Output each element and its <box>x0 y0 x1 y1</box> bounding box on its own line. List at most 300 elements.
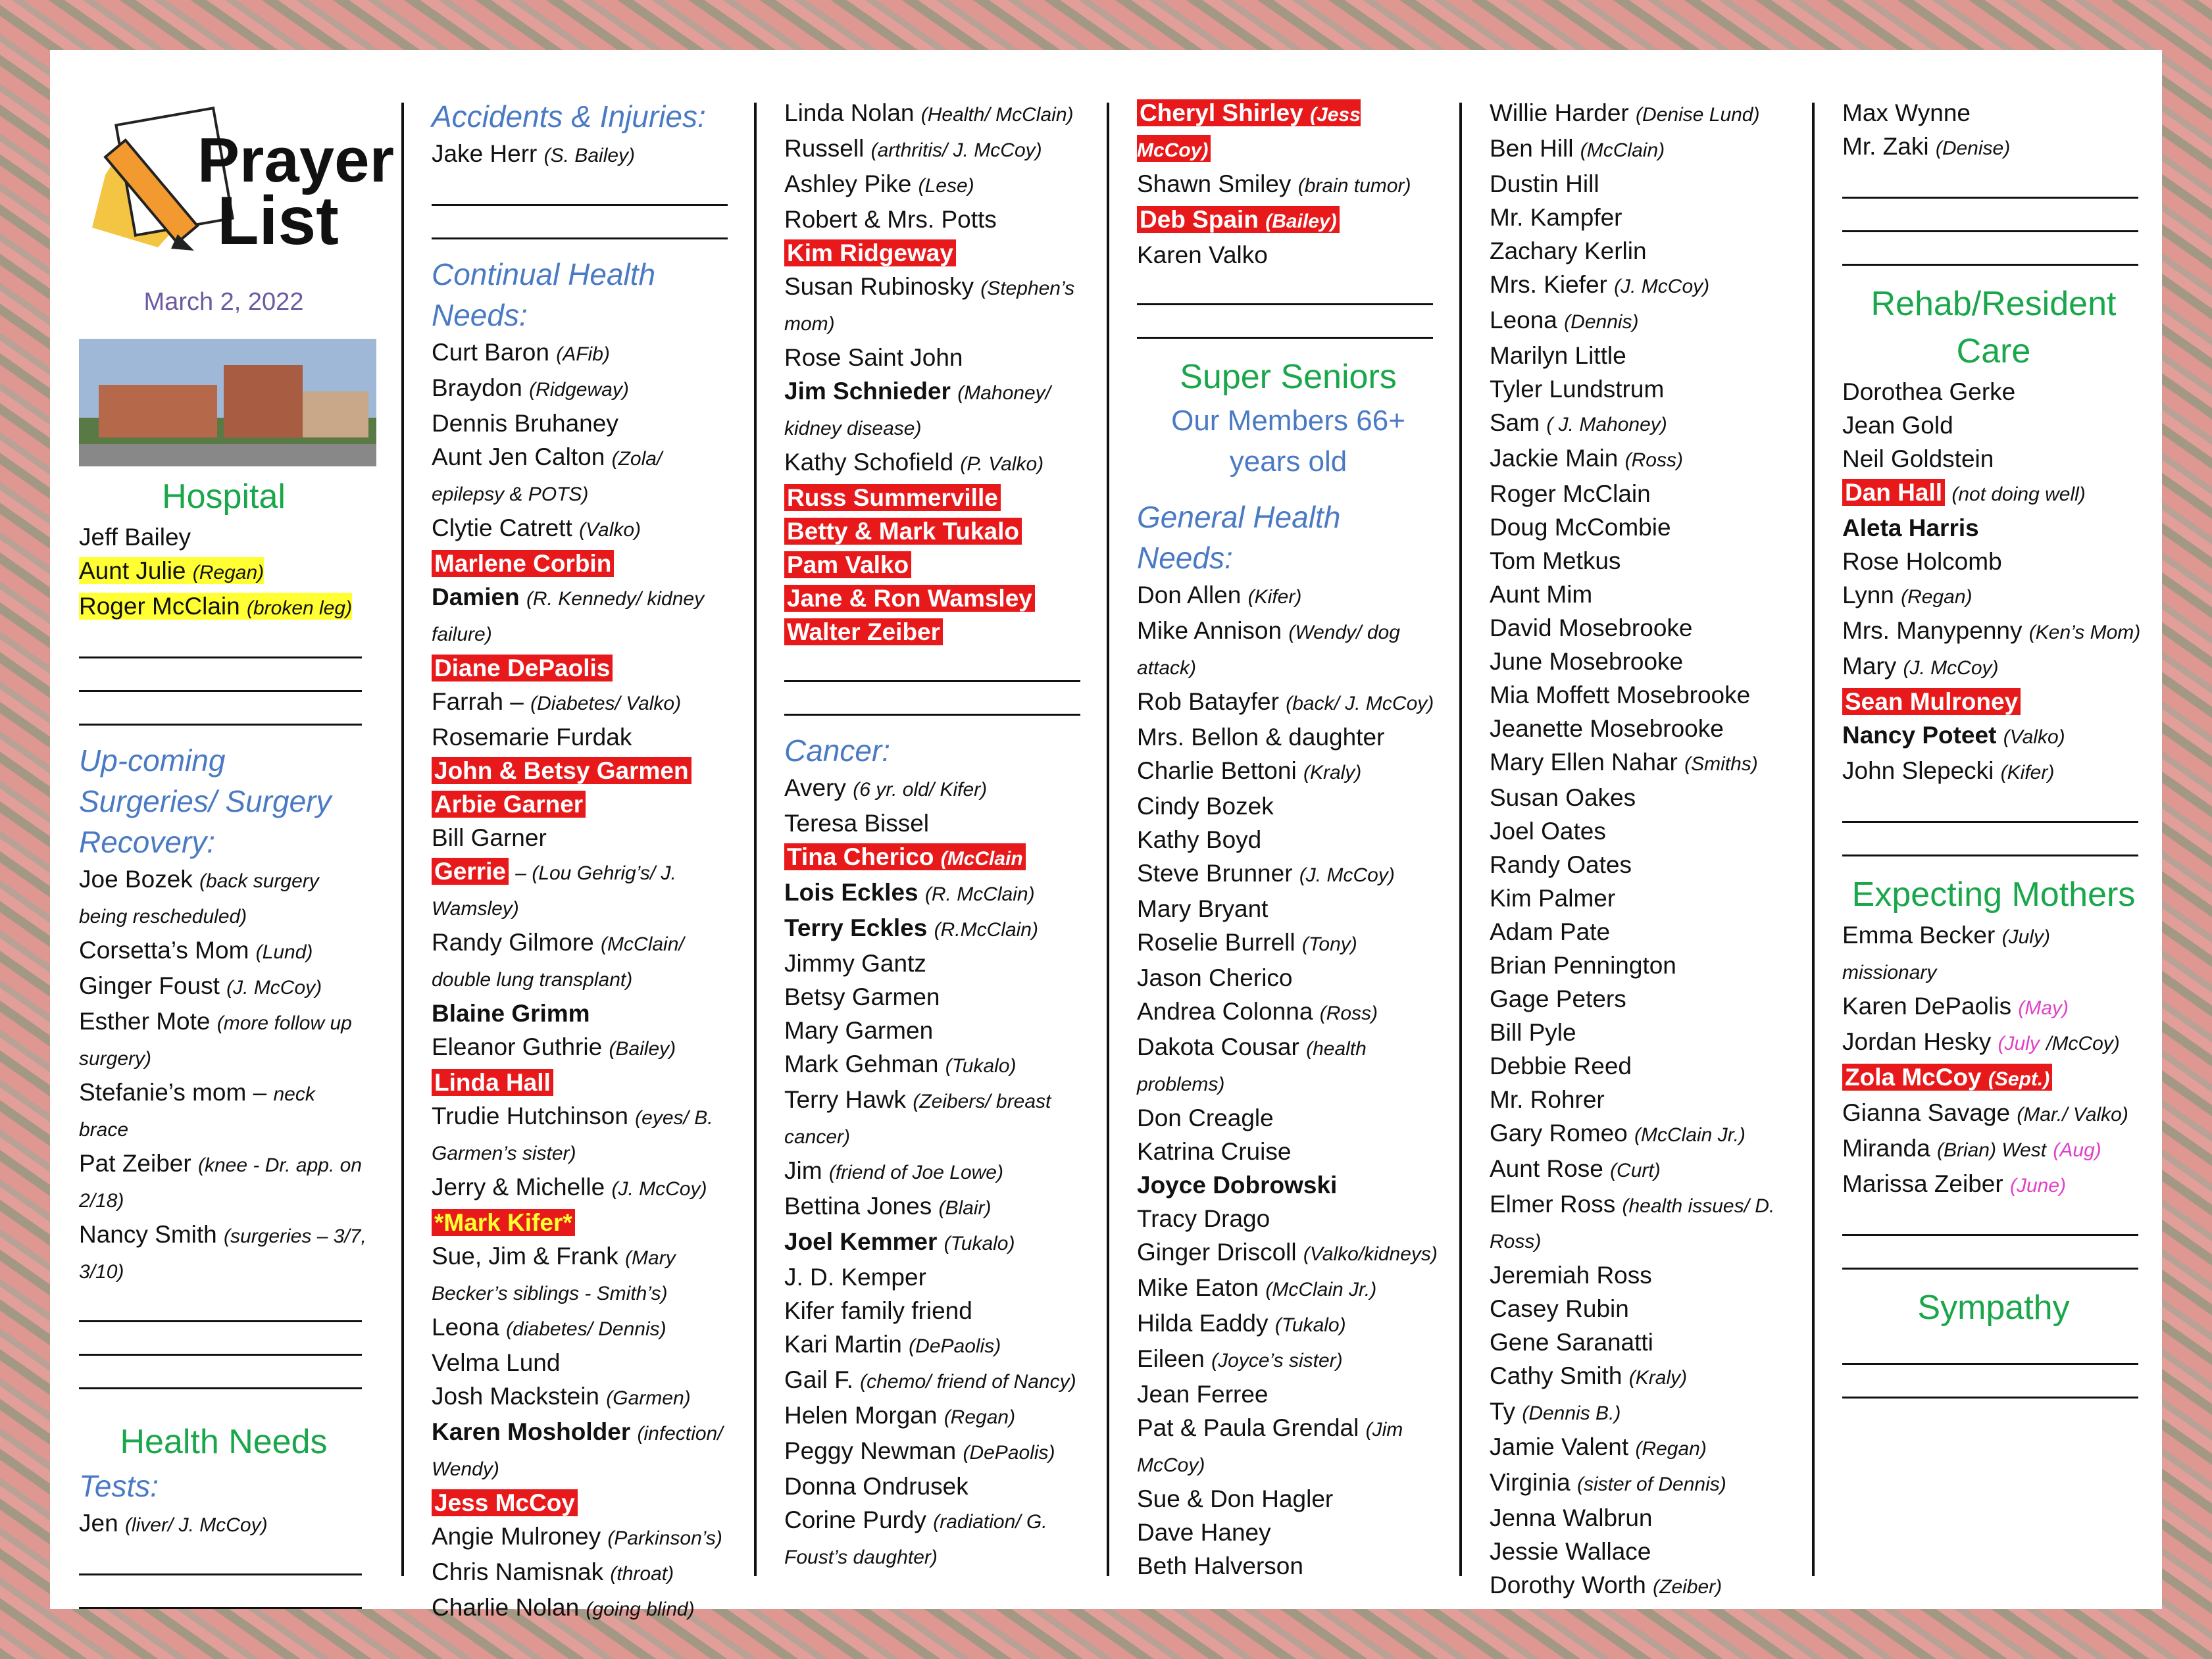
list-item <box>432 371 734 407</box>
person-name: Russ Summerville <box>787 484 998 511</box>
general-more2-list <box>1842 96 2145 165</box>
person-note: (Dennis B.) <box>1522 1402 1621 1424</box>
hospital-photo <box>79 339 376 466</box>
list-item <box>1842 1096 2145 1131</box>
list-item <box>1490 477 1792 510</box>
person-note: (sister of Dennis) <box>1577 1473 1726 1495</box>
person-name: Elmer Ross <box>1490 1191 1616 1218</box>
person-name: Pat Zeiber <box>79 1150 191 1177</box>
logo-word-list: List <box>217 183 339 259</box>
list-item <box>1137 856 1440 892</box>
list-item <box>1490 1258 1792 1292</box>
list-item <box>1842 754 2145 789</box>
list-item <box>1490 611 1792 645</box>
list-item <box>1137 1411 1440 1482</box>
blank-line <box>79 625 362 658</box>
person-note: – (Lou Gehrig’s/ J. Wamsley) <box>432 862 676 920</box>
highlighted-name <box>784 518 1022 545</box>
continual-heading: Continual Health Needs: <box>432 257 656 332</box>
person-name: Tyler Lundstrum <box>1490 376 1665 403</box>
list-item <box>1490 1466 1792 1501</box>
expecting-list <box>1842 918 2145 1202</box>
list-item <box>1137 926 1440 961</box>
person-name: Doug McCombie <box>1490 514 1671 541</box>
highlighted-name: Dan Hall <box>1842 479 1945 506</box>
list-item <box>1490 201 1792 234</box>
person-name: Ben Hill <box>1490 135 1574 162</box>
person-note: (Kifer) <box>2000 762 2055 783</box>
list-item <box>1490 234 1792 268</box>
person-note: (Regan) <box>1901 586 1973 608</box>
person-note: (arthritis/ J. McCoy) <box>870 139 1042 161</box>
person-note: (McClain Jr.) <box>1265 1279 1377 1300</box>
column-4 <box>1137 96 1440 1579</box>
tests-heading: Tests: <box>79 1469 159 1503</box>
person-name: Jeff Bailey <box>79 524 191 551</box>
prayer-list-page <box>50 50 2162 1621</box>
person-note: (Tukalo) <box>1274 1314 1346 1336</box>
highlighted-name <box>432 1069 553 1096</box>
accidents-heading: Accidents & Injuries: <box>432 99 706 134</box>
person-note: (Valko) <box>579 519 641 541</box>
person-name: Damien <box>432 583 520 610</box>
person-note: (Kifer) <box>1247 586 1302 608</box>
list-item <box>1490 406 1792 441</box>
list-item <box>432 1066 734 1099</box>
list-item <box>432 137 734 172</box>
person-note: (back surgery being rescheduled) <box>79 870 319 928</box>
list-item <box>1137 1101 1440 1135</box>
list-item <box>432 1591 734 1626</box>
person-name: Gerrie <box>434 858 507 885</box>
general-more-list <box>1490 96 1792 1604</box>
person-note: (Garmen) <box>606 1387 691 1409</box>
list-item <box>1490 96 1792 132</box>
person-name: Jake Herr <box>432 140 538 167</box>
person-name: Bettina Jones <box>784 1193 932 1220</box>
list-item <box>1490 1083 1792 1116</box>
person-name: Mike Eaton <box>1137 1274 1259 1301</box>
person-name: Joyce Dobrowski <box>1137 1172 1338 1199</box>
person-name: Joe Bozek <box>79 866 193 893</box>
list-item <box>1842 130 2145 165</box>
person-note: (Bailey) <box>609 1038 676 1060</box>
person-note: (J. McCoy) <box>226 977 322 999</box>
person-name: John & Betsy Garmen <box>434 757 689 784</box>
logo-word-prayer: Prayer <box>197 125 394 195</box>
person-name: Ginger Driscoll <box>1137 1239 1297 1266</box>
blank-line <box>1842 1365 2138 1399</box>
person-name: Eleanor Guthrie <box>432 1033 603 1060</box>
person-name: Debbie Reed <box>1490 1052 1632 1079</box>
person-name: John Slepecki <box>1842 757 1994 784</box>
person-name: Kari Martin <box>784 1331 902 1358</box>
person-name: Gene Saranatti <box>1490 1329 1653 1356</box>
person-name: Karen Valko <box>1137 241 1268 268</box>
highlighted-name <box>432 757 691 784</box>
person-name: Shawn Smiley <box>1137 170 1292 197</box>
list-item <box>432 580 734 651</box>
highlighted-name <box>432 1489 578 1516</box>
list-item <box>1490 1292 1792 1325</box>
person-name: Casey Rubin <box>1490 1295 1629 1322</box>
list-item <box>1490 1430 1792 1466</box>
rehab-heading: Rehab/Resident Care <box>1871 285 2117 370</box>
person-note: (radiation/ G. Foust’s daughter) <box>784 1511 1047 1568</box>
list-item <box>1137 1168 1440 1202</box>
person-name: Tracy Drago <box>1137 1205 1270 1232</box>
person-name: Beth Halverson <box>1137 1552 1303 1579</box>
expecting-heading: Expecting Mothers <box>1851 876 2136 914</box>
person-name: Betty & Mark Tukalo <box>787 518 1019 545</box>
cancer-heading: Cancer: <box>784 733 891 768</box>
list-item <box>784 270 1087 341</box>
person-name: Mary Ellen Nahar <box>1490 749 1678 776</box>
list-item <box>1842 1060 2145 1096</box>
list-item <box>1490 814 1792 848</box>
person-note: (brain tumor) <box>1297 175 1411 197</box>
list-item <box>432 1170 734 1206</box>
list-item <box>1490 645 1792 678</box>
list-item <box>1842 476 2145 511</box>
person-note: (diabetes/ Dennis) <box>506 1318 666 1340</box>
list-item <box>432 407 734 440</box>
blank-line <box>1842 1202 2138 1236</box>
person-name: Miranda <box>1842 1135 1930 1162</box>
person-name: Donna Ondrusek <box>784 1473 968 1500</box>
continual-list <box>432 335 734 1626</box>
blank-line <box>79 1542 362 1575</box>
person-note: (Health/ McClain) <box>920 104 1074 126</box>
person-name: Jerry & Michelle <box>432 1174 605 1201</box>
person-name: Roger McClain <box>79 593 240 620</box>
highlighted-name <box>432 1209 575 1236</box>
person-note: (Parkinson’s) <box>607 1527 722 1549</box>
list-item <box>784 806 1087 840</box>
list-item <box>1137 961 1440 995</box>
list-item <box>784 132 1087 167</box>
list-item <box>1490 1152 1792 1187</box>
person-name: Rosemarie Furdak <box>432 724 632 751</box>
person-note: (Zola/ epilepsy & POTS) <box>432 448 663 505</box>
blank-line <box>784 682 1080 716</box>
person-name: Roselie Burrell <box>1137 929 1295 956</box>
person-name: Rose Holcomb <box>1842 548 2002 575</box>
list-item <box>784 1294 1087 1327</box>
list-item <box>1490 848 1792 881</box>
column-6 <box>1842 96 2145 1563</box>
person-note: (Joyce’s sister) <box>1211 1350 1343 1372</box>
list-item <box>432 1555 734 1591</box>
person-note: (6 yr. old/ Kifer) <box>853 779 988 801</box>
date-label: March 2, 2022 <box>143 288 304 316</box>
accidents-list <box>432 137 734 172</box>
list-item <box>432 440 734 511</box>
person-name: Ty <box>1490 1398 1516 1425</box>
list-item <box>784 236 1087 270</box>
person-note: (Mahoney/ kidney disease) <box>784 382 1051 439</box>
list-item <box>1490 1016 1792 1049</box>
list-item <box>1490 1116 1792 1152</box>
person-note: (S. Bailey) <box>543 145 636 166</box>
person-note: (Stephen’s mom) <box>784 278 1075 335</box>
person-name: Linda Nolan <box>784 99 915 126</box>
person-name: Hilda Eaddy <box>1137 1310 1269 1337</box>
person-name: Kifer family friend <box>784 1297 972 1324</box>
person-name: Angie Mulroney <box>432 1523 601 1550</box>
list-item <box>79 554 368 589</box>
person-name: Dennis Bruhaney <box>432 410 618 437</box>
list-item <box>784 1503 1087 1574</box>
blank-line <box>1842 1331 2138 1365</box>
list-item <box>1137 1549 1440 1583</box>
person-name: Roger McClain <box>1490 480 1651 507</box>
person-note: (Tukalo) <box>943 1233 1015 1254</box>
list-item <box>1842 578 2145 614</box>
person-note: (Valko) <box>2003 726 2065 748</box>
person-name: Deb Spain <box>1140 206 1259 233</box>
person-note: (health issues/ D. Ross) <box>1490 1195 1775 1252</box>
person-name: Dorothea Gerke <box>1842 378 2016 405</box>
column-divider <box>401 103 404 1576</box>
person-note: (Denise Lund) <box>1636 104 1760 126</box>
list-item <box>79 589 368 625</box>
column-1 <box>79 96 394 1563</box>
person-name: Pam Valko <box>787 551 909 578</box>
list-item <box>1137 754 1440 789</box>
person-name: Zachary Kerlin <box>1490 237 1647 264</box>
person-name: Peggy Newman <box>784 1437 957 1464</box>
person-note: (McClain) <box>1580 139 1665 161</box>
list-item <box>432 547 734 580</box>
person-note: (R.McClain) <box>934 919 1038 941</box>
person-note: (infection/ Wendy) <box>432 1423 723 1480</box>
person-name: Cheryl Shirley <box>1140 99 1303 126</box>
person-name: Randy Oates <box>1490 851 1632 878</box>
person-note-pink: (June) <box>2009 1175 2067 1197</box>
person-note: (J. McCoy) <box>1903 657 1999 679</box>
person-name: Betsy Garmen <box>784 983 940 1010</box>
person-name: Josh Mackstein <box>432 1383 599 1410</box>
person-name: Sue, Jim & Frank <box>432 1243 618 1270</box>
highlighted-name <box>79 557 264 584</box>
person-name: Susan Oakes <box>1490 784 1636 811</box>
person-note: (Kraly) <box>1628 1367 1688 1389</box>
person-name: Stefanie’s mom – <box>79 1079 274 1106</box>
list-item <box>784 1083 1087 1154</box>
person-name: Mrs. Bellon & daughter <box>1137 724 1385 751</box>
person-name: Jim Schnieder <box>784 378 951 405</box>
prayer-list-logo <box>79 96 394 267</box>
list-item <box>1490 1359 1792 1395</box>
person-name: Joel Kemmer <box>784 1228 938 1255</box>
list-item <box>1842 375 2145 409</box>
highlighted-name <box>1137 99 1361 162</box>
person-note: (going blind) <box>586 1598 695 1620</box>
person-note: (eyes/ B. Garmen’s sister) <box>432 1107 713 1164</box>
person-name: Jean Gold <box>1842 412 1953 439</box>
person-name: Mark Gehman <box>784 1051 939 1077</box>
person-note: (Jim McCoy) <box>1137 1419 1403 1476</box>
blank-line <box>1842 1236 2138 1270</box>
person-name: Terry Hawk <box>784 1086 907 1113</box>
person-name: Rob Batayfer <box>1137 688 1279 715</box>
highlighted-name <box>1137 206 1340 233</box>
person-name: Velma Lund <box>432 1349 561 1376</box>
person-name: Mary <box>1842 653 1897 680</box>
person-name: Gary Romeo <box>1490 1120 1628 1147</box>
list-item <box>432 926 734 997</box>
list-item <box>1490 372 1792 406</box>
list-item <box>79 933 368 969</box>
person-name: Kim Ridgeway <box>787 239 953 266</box>
list-item <box>1842 685 2145 718</box>
list-item <box>1490 441 1792 477</box>
person-name: Nancy Poteet <box>1842 722 1997 749</box>
person-name: Don Allen <box>1137 582 1242 608</box>
blank-line <box>79 1575 362 1609</box>
person-name: Emma Becker <box>1842 922 1996 949</box>
list-item <box>1490 1395 1792 1430</box>
column-5 <box>1490 96 1792 1598</box>
person-note: (J. McCoy) <box>1299 864 1395 886</box>
highlighted-name <box>432 791 586 818</box>
surgery-list <box>79 862 368 1289</box>
person-name: Jess McCoy <box>434 1489 575 1516</box>
list-item <box>1490 510 1792 544</box>
person-note: (Mar./ Valko) <box>2017 1104 2128 1126</box>
highlighted-name <box>432 858 509 885</box>
list-item <box>1842 96 2145 130</box>
list-item <box>1137 1235 1440 1271</box>
person-name: Marlene Corbin <box>434 550 612 577</box>
person-name: Marilyn Little <box>1490 342 1626 369</box>
person-name: Gail F. <box>784 1366 853 1393</box>
person-note: neck brace <box>79 1083 315 1141</box>
person-note: (Zeibers/ breast cancer) <box>784 1091 1051 1148</box>
list-item <box>432 854 734 926</box>
person-name: Don Creagle <box>1137 1104 1274 1131</box>
list-item <box>432 1346 734 1379</box>
person-note: (surgeries – 3/7, 3/10) <box>79 1226 366 1283</box>
list-item <box>1137 995 1440 1030</box>
person-name: Mr. Kampfer <box>1490 204 1622 231</box>
person-note: (Ken’s Mom) <box>2028 622 2141 643</box>
person-name: Jean Ferree <box>1137 1381 1269 1408</box>
person-name: Marissa Zeiber <box>1842 1170 2003 1197</box>
list-item <box>432 1206 734 1239</box>
person-name: Dustin Hill <box>1490 170 1599 197</box>
person-note: (McClain Jr.) <box>1634 1124 1746 1146</box>
highlighted-name <box>784 618 943 645</box>
list-item <box>784 1154 1087 1189</box>
person-name: Nancy Smith <box>79 1221 217 1248</box>
person-name: Jeanette Mosebrooke <box>1490 715 1724 742</box>
list-item <box>1842 511 2145 545</box>
person-name: Aunt Mim <box>1490 581 1593 608</box>
list-item <box>1842 614 2145 649</box>
person-name: Walter Zeiber <box>787 618 941 645</box>
list-item <box>79 1218 368 1289</box>
cancer-list <box>784 771 1087 1574</box>
blank-line <box>1842 199 2138 232</box>
list-item <box>1137 1482 1440 1516</box>
person-name: Sue & Don Hagler <box>1137 1485 1334 1512</box>
person-note: (Zeiber) <box>1653 1576 1722 1598</box>
person-name: Dave Haney <box>1137 1519 1271 1546</box>
person-name: Mary Garmen <box>784 1017 934 1044</box>
list-item <box>432 787 734 821</box>
person-name: Jimmy Gantz <box>784 950 926 977</box>
person-note: (Tony) <box>1301 933 1357 955</box>
person-name: Gage Peters <box>1490 985 1626 1012</box>
blank-line <box>1842 823 2138 856</box>
person-name: Lois Eckles <box>784 879 918 906</box>
person-name: Esther Mote <box>79 1008 211 1035</box>
super-seniors-subheading: Our Members 66+ years old <box>1171 405 1405 478</box>
person-note: (Valko/kidneys) <box>1303 1243 1438 1265</box>
person-name: Jason Cherico <box>1137 964 1293 991</box>
list-item <box>784 840 1087 876</box>
list-item <box>432 1239 734 1310</box>
person-name: Lynn <box>1842 582 1894 608</box>
list-item <box>1842 918 2145 989</box>
person-name: Corine Purdy <box>784 1506 926 1533</box>
list-item <box>784 203 1087 236</box>
person-name: Bill Garner <box>432 824 547 851</box>
person-note: (P. Valko) <box>960 453 1044 475</box>
person-name: Jim <box>784 1157 822 1184</box>
list-item <box>1490 303 1792 339</box>
highlighted-name <box>79 593 352 620</box>
list-item <box>432 1099 734 1170</box>
person-name: Neil Goldstein <box>1842 445 1994 472</box>
person-note: (back/ J. McCoy) <box>1286 693 1434 714</box>
person-name: Mia Moffett Mosebrooke <box>1490 681 1751 708</box>
list-item <box>1490 1501 1792 1535</box>
list-item <box>784 1399 1087 1434</box>
person-name: Kathy Schofield <box>784 449 954 476</box>
person-name: Jane & Ron Wamsley <box>787 585 1032 612</box>
list-item <box>1490 167 1792 201</box>
person-note: (Regan) <box>192 562 264 583</box>
person-note: (Brian) West <box>1936 1139 2047 1161</box>
person-name: David Mosebrooke <box>1490 614 1693 641</box>
list-item <box>784 1047 1087 1083</box>
list-item <box>432 754 734 787</box>
person-name: Braydon <box>432 374 522 401</box>
list-item <box>784 96 1087 132</box>
person-name: Jackie Main <box>1490 445 1619 472</box>
person-note: (McClain/ double lung transplant) <box>432 933 684 991</box>
person-name: Brian Pennington <box>1490 952 1676 979</box>
person-name: Jenna Walbrun <box>1490 1504 1653 1531</box>
person-note: (R. Kennedy/ kidney failure) <box>432 588 705 645</box>
person-name: Cindy Bozek <box>1137 793 1274 820</box>
person-name: Steve Brunner <box>1137 860 1293 887</box>
person-name: Terry Eckles <box>784 914 928 941</box>
person-name: Mrs. Kiefer <box>1490 271 1607 298</box>
list-item <box>1137 1030 1440 1101</box>
person-note: (broken leg) <box>246 597 353 619</box>
list-item <box>1137 1135 1440 1168</box>
list-item <box>784 1189 1087 1225</box>
list-item <box>432 997 734 1030</box>
person-note: (McClain <box>940 848 1023 870</box>
person-name: Pat & Paula Grendal <box>1137 1414 1359 1441</box>
pencil-notepad-icon <box>79 96 394 267</box>
person-name: Blaine Grimm <box>432 1000 590 1027</box>
